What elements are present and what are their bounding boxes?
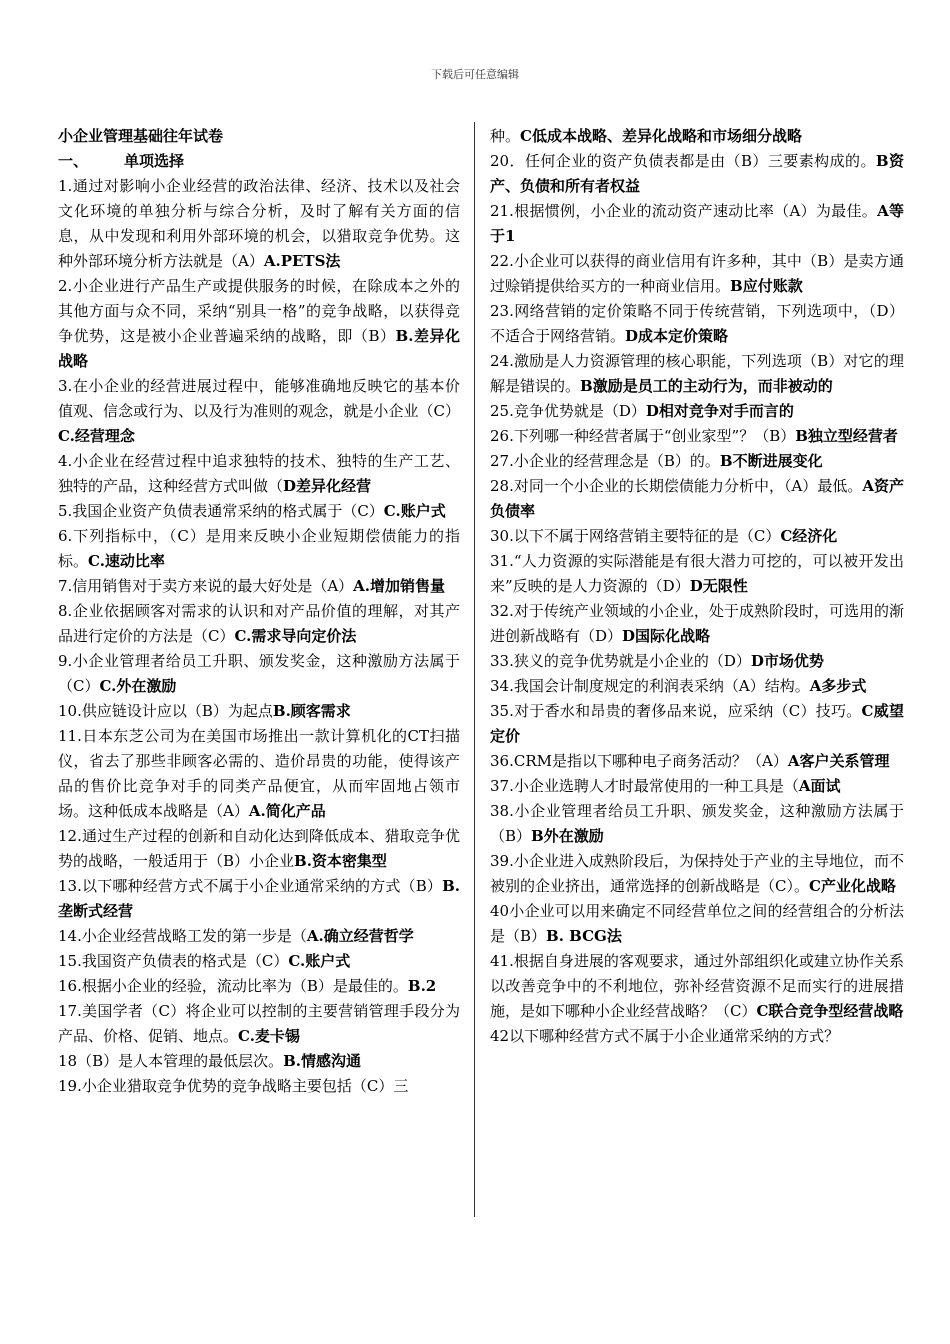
question-text: 28.对同一个小企业的长期偿债能力分析中，（A）最低。 (490, 477, 863, 495)
answer-text: A多步式 (809, 677, 867, 695)
answer-text: B.顾客需求 (272, 702, 351, 720)
answer-text: C低成本战略、差异化战略和市场细分战略 (520, 127, 802, 145)
question-item (58, 649, 460, 699)
question-item (490, 349, 904, 399)
question-text: 34.我国会计制度规定的利润表采纳（A）结构。 (490, 677, 810, 695)
answer-text: C.账户式 (383, 502, 446, 520)
answer-text: B资产、负债和所有者权益 (490, 152, 904, 195)
answer-text: A客户关系管理 (787, 752, 890, 770)
question-text: 18（B）是人本管理的最低层次。 (58, 1052, 284, 1070)
answer-text: C.需求导向定价法 (234, 627, 357, 645)
question-text: 17.美国学者（C）将企业可以控制的主要营销管理手段分为产品、价格、促销、地点。 (58, 1002, 460, 1045)
question-item (58, 449, 460, 499)
question-item (58, 949, 460, 974)
answer-text: B.垄断式经营 (58, 877, 460, 920)
question-item (58, 924, 460, 949)
question-item (58, 574, 460, 599)
question-item (490, 749, 904, 774)
question-text: 10.供应链设计应以（B）为起点 (58, 702, 273, 720)
left-column (58, 124, 460, 1099)
question-item (58, 274, 460, 374)
question-text: 4.小企业在经营过程中追求独特的技术、独特的生产工艺、独特的产品，这种经营方式叫做（ (58, 452, 460, 495)
question-text: 24.激励是人力资源管理的核心职能，下列选项（B）对它的理解是错误的。 (490, 352, 904, 395)
answer-text: A.简化产品 (248, 802, 326, 820)
answer-text: A.确立经营哲学 (306, 927, 414, 945)
question-text: 32.对于传统产业领域的小企业，处于成熟阶段时，可选用的渐进创新战略有（D） (490, 602, 904, 645)
question-text: 40小企业可以用来确定不同经营单位之间的经营组合的分析法是（B） (490, 902, 904, 945)
question-text: 22.小企业可以获得的商业信用有许多种，其中（B）是卖方通过赊销提供给买方的一种商业信用。 (490, 252, 904, 295)
question-item (490, 649, 904, 674)
question-text: 30.以下不属于网络营销主要特征的是（C） (490, 527, 781, 545)
answer-text: A等于1 (490, 202, 904, 245)
question-text: 33.狭义的竞争优势就是小企业的（D） (490, 652, 751, 670)
question-text: 41.根据自身进展的客观要求，通过外部组织化或建立协作关系以改善竞争中的不利地位，弥补经营资源不足而实行的进展措施，是如下哪种小企业经营战略？（C） (490, 952, 904, 1020)
question-item (490, 424, 904, 449)
question-text: 27.小企业的经营理念是（B）的。 (490, 452, 720, 470)
question-item (490, 299, 904, 349)
answer-text: B独立型经营者 (795, 427, 898, 445)
question-text: 19.小企业猎取竞争优势的竞争战略主要包括（C）三 (58, 1077, 409, 1095)
question-text: 8.企业依据顾客对需求的认识和对产品价值的理解，对其产品进行定价的方法是（C） (58, 602, 460, 645)
question-item (490, 674, 904, 699)
answer-text: B外在激励 (531, 827, 604, 845)
answer-text: C.经营理念 (58, 427, 135, 445)
question-item (490, 524, 904, 549)
question-item (490, 699, 904, 749)
column-divider (474, 122, 475, 1217)
answer-text: B.资本密集型 (294, 852, 387, 870)
answer-text: C.外在激励 (99, 677, 177, 695)
question-item (490, 849, 904, 899)
question-item (490, 1024, 904, 1049)
question-item (490, 399, 904, 424)
question-item (58, 824, 460, 874)
section-heading (58, 149, 460, 174)
question-item (490, 599, 904, 649)
answer-text: C经济化 (780, 527, 838, 545)
question-text: 14.小企业经营战略工发的第一步是（ (58, 927, 307, 945)
answer-text: C联合竞争型经营战略 (756, 1002, 904, 1020)
question-item (58, 499, 460, 524)
question-item (490, 124, 904, 149)
question-item (58, 999, 460, 1049)
question-text: 6.下列指标中，（C）是用来反映小企业短期偿债能力的指标。 (58, 527, 460, 570)
page-header-note: 下载后可任意编辑 (431, 68, 519, 81)
answer-text: B不断进展变化 (719, 452, 823, 470)
answer-text: D无限性 (689, 577, 748, 595)
answer-text: C产业化战略 (808, 877, 896, 895)
document-title: 小企业管理基础往年试卷 (58, 127, 224, 145)
question-text: 3.在小企业的经营进展过程中，能够准确地反映它的基本价值观、信念或行为、以及行为准则的观念，就是小企业（C） (58, 377, 460, 420)
question-text: 种。 (490, 127, 521, 145)
question-text: 31.“人力资源的实际潜能是有很大潜力可挖的，可以被开发出来”反映的是人力资源的（D） (490, 552, 904, 595)
question-text: 1.通过对影响小企业经营的政治法律、经济、技术以及社会文化环境的单独分析与综合分析，及时了解有关方面的信息，从中发现和利用外部环境的机会，以猎取竞争优势。这种外部环境分析方法就是（A） (58, 177, 460, 270)
question-item (490, 799, 904, 849)
question-text: 35.对于香水和昂贵的奢侈品来说，应采纳（C）技巧。 (490, 702, 862, 720)
right-question-list (490, 124, 904, 1049)
answer-text: D国际化战略 (622, 627, 711, 645)
question-text: 39.小企业进入成熟阶段后，为保持处于产业的主导地位，而不被别的企业挤出，通常选择的创新战略是（C）。 (490, 852, 904, 895)
question-item (58, 1074, 460, 1099)
answer-text: C威望定价 (490, 702, 904, 745)
question-item (490, 774, 904, 799)
question-text: 5.我国企业资产负债表通常采纳的格式属于（C） (58, 502, 384, 520)
question-text: 25.竞争优势就是（D） (490, 402, 646, 420)
answer-text: B. BCG法 (546, 927, 622, 945)
question-text: 38.小企业管理者给员工升职、颁发奖金，这种激励方法属于（B） (490, 802, 904, 845)
question-text: 12.通过生产过程的创新和自动化达到降低成本、猎取竞争优势的战略，一般适用于（B）小企业 (58, 827, 460, 870)
question-item (58, 974, 460, 999)
question-item (490, 149, 904, 199)
question-text: 20．任何企业的资产负债表都是由（B）三要素构成的。 (490, 152, 876, 170)
answer-text: A资产负债率 (490, 477, 904, 520)
question-text: 37.小企业选聘人才时最常使用的一种工具是（ (490, 777, 799, 795)
question-item (58, 374, 460, 449)
question-item (490, 474, 904, 524)
question-text: 16.根据小企业的经验，流动比率为（B）是最佳的。 (58, 977, 408, 995)
right-column (490, 124, 904, 1049)
question-text: 2.小企业进行产品生产或提供服务的时候，在除成本之外的其他方面与众不同，采纳“别具一格”的竞争战略，以获得竞争优势，这是被小企业普遍采纳的战略，即（B） (58, 277, 460, 345)
answer-text: B.2 (407, 977, 437, 995)
section-label: 单项选择 (124, 152, 185, 170)
question-item (490, 549, 904, 599)
answer-text: A面试 (798, 777, 841, 795)
left-question-list (58, 174, 460, 1099)
answer-text: B.情感沟通 (283, 1052, 362, 1070)
question-item (490, 199, 904, 249)
answer-text: D相对竞争对手而言的 (645, 402, 794, 420)
question-item (58, 1049, 460, 1074)
question-item (490, 899, 904, 949)
answer-text: D差异化经营 (283, 477, 372, 495)
question-text: 21.根据惯例，小企业的流动资产速动比率（A）为最佳。 (490, 202, 878, 220)
question-item (58, 874, 460, 924)
answer-text: C.账户式 (288, 952, 351, 970)
question-text: 15.我国资产负债表的格式是（C） (58, 952, 289, 970)
answer-text: C.速动比率 (88, 552, 165, 570)
question-text: 36.CRM是指以下哪种电子商务活动？（A） (490, 752, 788, 770)
question-text: 11.日本东芝公司为在美国市场推出一款计算机化的CT扫描仪，省去了那些非顾客必需的、造价昂贵的功能，使得该产品的售价比竞争对手的同类产品便宜，从而牢固地占领市场。这种低成本战略是（A） (58, 727, 460, 820)
question-text: 9.小企业管理者给员工升职、颁发奖金，这种激励方法属于（C） (58, 652, 460, 695)
answer-text: D成本定价策略 (625, 327, 729, 345)
answer-text: C.麦卡锡 (238, 1027, 300, 1045)
answer-text: B激励是员工的主动行为，而非被动的 (580, 377, 833, 395)
question-text: 26.下列哪一种经营者属于“创业家型”？（B） (490, 427, 796, 445)
section-number: 一、 (58, 152, 89, 170)
question-item (58, 699, 460, 724)
question-item (58, 599, 460, 649)
question-text: 23.网络营销的定价策略不同于传统营销，下列选项中，（D）不适合于网络营销。 (490, 302, 904, 345)
question-item (490, 249, 904, 299)
question-item (58, 174, 460, 274)
answer-text: A.PETS法 (263, 252, 341, 270)
answer-text: B应付账款 (730, 277, 803, 295)
question-text: 13.以下哪种经营方式不属于小企业通常采纳的方式（B） (58, 877, 443, 895)
question-item (58, 724, 460, 824)
answer-text: B.差异化战略 (58, 327, 460, 370)
question-text: 42以下哪种经营方式不属于小企业通常采纳的方式？ (490, 1027, 840, 1045)
question-item (58, 524, 460, 574)
answer-text: D市场优势 (750, 652, 824, 670)
question-text: 7.信用销售对于卖方来说的最大好处是（A） (58, 577, 354, 595)
answer-text: A.增加销售量 (353, 577, 446, 595)
question-item (490, 449, 904, 474)
question-item (490, 949, 904, 1024)
